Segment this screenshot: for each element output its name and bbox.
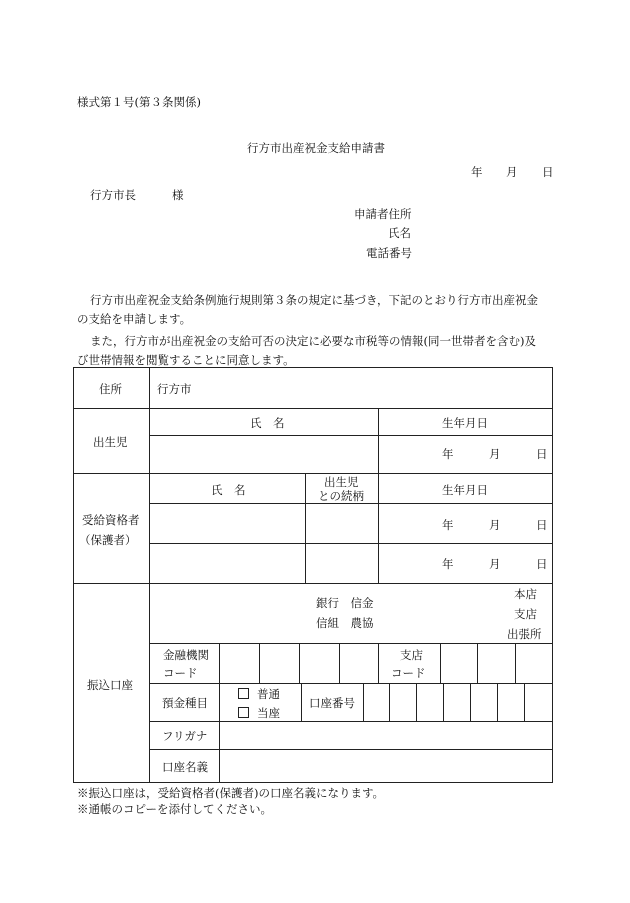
- branch-type-shucchojo: 出張所: [507, 627, 542, 641]
- child-label: 出生児: [93, 435, 128, 449]
- inst-code-label-line1: 金融機関: [163, 648, 209, 662]
- child-dob-day: 日: [536, 447, 548, 461]
- form-title: 行方市出産祝金支給申請書: [247, 141, 385, 155]
- addressee-name: 行方市長: [90, 188, 136, 202]
- branch-type-shiten: 支店: [514, 607, 537, 621]
- guardian-name-header: 氏 名: [211, 483, 246, 497]
- paragraph1-line2: の支給を申請します。: [77, 312, 192, 326]
- deposit-toza-label: 当座: [257, 706, 280, 720]
- date-year: 年: [471, 165, 483, 179]
- branch-code-label-line1: 支店: [400, 648, 423, 662]
- child-dob-year: 年: [442, 447, 454, 461]
- applicant-address-label: 申請者住所: [354, 207, 412, 221]
- address-value: 行方市: [157, 382, 192, 396]
- child-name-header: 氏 名: [250, 416, 285, 430]
- application-table: [73, 367, 553, 783]
- furigana-label: フリガナ: [162, 729, 208, 743]
- date-day: 日: [542, 165, 554, 179]
- bank-label: 振込口座: [87, 678, 133, 692]
- deposit-option-toza[interactable]: [238, 705, 280, 721]
- guardian1-dob-year: 年: [442, 518, 454, 532]
- inst-code-label-line2: コード: [163, 666, 198, 680]
- inst-type-line2: 信組 農協: [316, 616, 374, 630]
- branch-code-label-line2: コード: [391, 666, 426, 680]
- guardian-label-line2: （保護者）: [79, 533, 137, 547]
- guardian-relation-line1: 出生児: [324, 475, 359, 489]
- note-1: ※振込口座は，受給資格者(保護者)の口座名義になります。: [77, 786, 385, 800]
- deposit-option-futsu[interactable]: [238, 686, 280, 702]
- guardian2-dob-day: 日: [536, 557, 548, 571]
- paragraph2-line2: び世帯情報を閲覧することに同意します。: [77, 353, 295, 367]
- guardian2-dob-month: 月: [489, 557, 501, 571]
- paragraph1-line1: 行方市出産祝金支給条例施行規則第３条の規定に基づき，下記のとおり行方市出産祝金: [90, 293, 539, 307]
- deposit-toza-checkbox[interactable]: [238, 707, 249, 718]
- form-number: 様式第１号(第３条関係): [77, 95, 201, 109]
- inst-type-line1: 銀行 信金: [316, 596, 374, 610]
- deposit-futsu-label: 普通: [257, 687, 280, 701]
- branch-type-honten: 本店: [514, 587, 537, 601]
- applicant-phone-label: 電話番号: [366, 246, 412, 260]
- deposit-type-label: 預金種目: [162, 696, 208, 710]
- account-holder-label: 口座名義: [162, 760, 208, 774]
- guardian1-dob-month: 月: [489, 518, 501, 532]
- addressee-honorific: 様: [172, 188, 184, 202]
- child-dob-month: 月: [489, 447, 501, 461]
- guardian1-dob-day: 日: [536, 518, 548, 532]
- applicant-name-label: 氏名: [388, 226, 411, 240]
- guardian-dob-header: 生年月日: [442, 483, 488, 497]
- child-dob-header: 生年月日: [442, 416, 488, 430]
- account-number-label: 口座番号: [309, 696, 355, 710]
- deposit-futsu-checkbox[interactable]: [238, 688, 249, 699]
- address-label: 住所: [99, 382, 122, 396]
- guardian-relation-line2: との続柄: [318, 489, 364, 503]
- note-2: ※通帳のコピーを添付してください。: [77, 802, 273, 816]
- guardian-label-line1: 受給資格者: [82, 513, 140, 527]
- paragraph2-line1: また，行方市が出産祝金の支給可否の決定に必要な市税等の情報(同一世帯者を含む)及: [90, 334, 536, 348]
- guardian2-dob-year: 年: [442, 557, 454, 571]
- date-month: 月: [506, 165, 518, 179]
